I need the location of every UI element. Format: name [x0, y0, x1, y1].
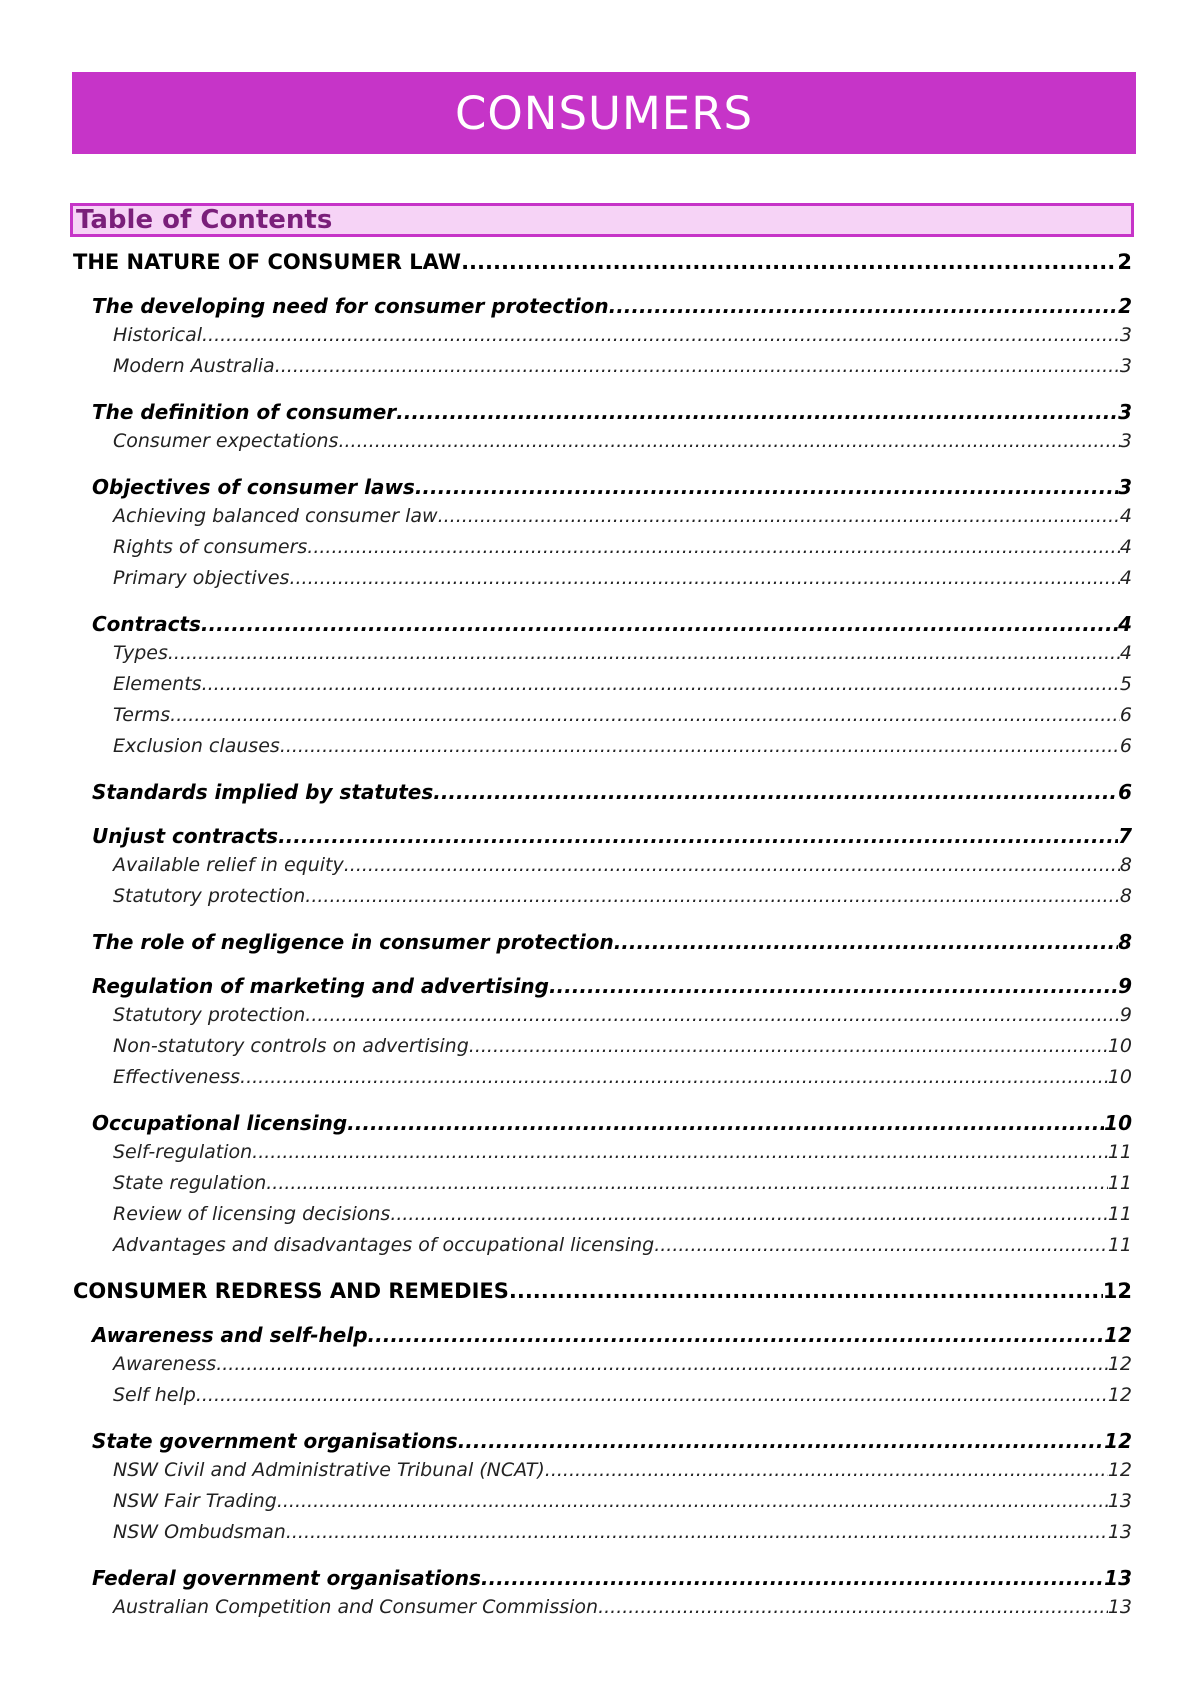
toc-entry-level-3[interactable]	[72, 1353, 1132, 1384]
toc-entry-label: Occupational licensing	[92, 1111, 348, 1135]
toc-dot-leader	[438, 505, 1120, 527]
toc-entry-label: Federal government organisations	[92, 1566, 481, 1590]
toc-entry-label: Awareness	[113, 1353, 217, 1375]
toc-page-number: 13	[1104, 1566, 1132, 1590]
toc-entry-level-2[interactable]	[72, 1111, 1132, 1141]
toc-entry-label: State government organisations	[92, 1429, 458, 1453]
toc-entry-level-3[interactable]	[72, 430, 1132, 461]
toc-dot-leader	[307, 536, 1120, 558]
toc-entry-label: Advantages and disadvantages of occupational licensing	[113, 1234, 655, 1256]
toc-dot-leader	[216, 1353, 1108, 1375]
toc-dot-leader	[278, 824, 1118, 848]
toc-dot-leader	[396, 400, 1118, 424]
toc-entry-label: Unjust contracts	[92, 824, 279, 848]
toc-page-number: 11	[1107, 1141, 1132, 1163]
title-banner	[72, 72, 1136, 154]
toc-entry-label: Types	[113, 642, 168, 664]
toc-entry-label: The developing need for consumer protection	[92, 294, 609, 318]
toc-dot-leader	[415, 475, 1118, 499]
toc-entry-level-3[interactable]	[72, 1035, 1132, 1066]
toc-entry-label: Rights of consumers	[113, 536, 308, 558]
toc-dot-leader	[202, 324, 1120, 346]
toc-page-number: 4	[1119, 536, 1132, 558]
toc-entry-label: Achieving balanced consumer law	[113, 505, 438, 527]
toc-page-number: 4	[1119, 567, 1132, 589]
toc-heading-box	[70, 203, 1134, 237]
toc-entry-level-3[interactable]	[72, 1172, 1132, 1203]
toc-entry-level-3[interactable]	[72, 885, 1132, 916]
toc-page-number: 12	[1102, 1279, 1132, 1303]
toc-page-number: 3	[1118, 475, 1132, 499]
toc-dot-leader	[201, 612, 1118, 636]
toc-dot-leader	[277, 1490, 1108, 1512]
toc-entry-label: Awareness and self-help	[92, 1323, 368, 1347]
toc-page-number: 6	[1118, 780, 1132, 804]
toc-page-number: 13	[1107, 1490, 1132, 1512]
toc-dot-leader	[266, 1172, 1108, 1194]
toc-entry-level-2[interactable]	[72, 1566, 1132, 1596]
toc-dot-leader	[280, 735, 1120, 757]
toc-entry-level-3[interactable]	[72, 1490, 1132, 1521]
toc-entry-label: Statutory protection	[113, 1004, 306, 1026]
toc-entry-level-2[interactable]	[72, 780, 1132, 810]
toc-dot-leader	[461, 250, 1117, 274]
toc-entry-level-2[interactable]	[72, 612, 1132, 642]
toc-entry-label: Consumer expectations	[113, 430, 339, 452]
toc-entry-level-3[interactable]	[72, 1203, 1132, 1234]
toc-entry-level-3[interactable]	[72, 673, 1132, 704]
toc-page-number: 10	[1107, 1066, 1132, 1088]
toc-entry-label: Self help	[113, 1384, 196, 1406]
toc-page-number: 3	[1119, 355, 1132, 377]
toc-dot-leader	[469, 1035, 1108, 1057]
toc-entry-level-2[interactable]	[72, 1323, 1132, 1353]
toc-dot-leader	[347, 1111, 1104, 1135]
toc-dot-leader	[305, 885, 1120, 907]
toc-dot-leader	[598, 1596, 1108, 1618]
toc-page-number: 12	[1107, 1353, 1132, 1375]
toc-page-number: 4	[1119, 642, 1132, 664]
toc-dot-leader	[289, 567, 1119, 589]
toc-entry-label: Non-statutory controls on advertising	[113, 1035, 469, 1057]
toc-page-number: 12	[1104, 1323, 1132, 1347]
toc-dot-leader	[614, 930, 1118, 954]
document-title: CONSUMERS	[454, 86, 754, 140]
toc-page-number: 3	[1119, 430, 1132, 452]
toc-dot-leader	[170, 704, 1120, 726]
toc-entry-level-3[interactable]	[72, 324, 1132, 355]
toc-entry-level-3[interactable]	[72, 1521, 1132, 1552]
toc-dot-leader	[202, 673, 1120, 695]
toc-dot-leader	[458, 1429, 1104, 1453]
toc-page-number: 11	[1107, 1172, 1132, 1194]
toc-entry-label: Exclusion clauses	[113, 735, 280, 757]
toc-entry-label: Statutory protection	[113, 885, 306, 907]
toc-dot-leader	[549, 974, 1118, 998]
toc-entry-level-2[interactable]	[72, 400, 1132, 430]
toc-entry-label: Review of licensing decisions	[113, 1203, 391, 1225]
toc-entry-label: THE NATURE OF CONSUMER LAW	[73, 250, 462, 274]
toc-entry-level-3[interactable]	[72, 1066, 1132, 1097]
toc-page-number: 7	[1118, 824, 1132, 848]
toc-dot-leader	[368, 1323, 1105, 1347]
toc-dot-leader	[240, 1066, 1108, 1088]
toc-entry-label: Historical	[113, 324, 202, 346]
toc-page-number: 3	[1118, 400, 1132, 424]
toc-dot-leader	[344, 854, 1120, 876]
toc-dot-leader	[275, 355, 1120, 377]
toc-page-number: 4	[1119, 505, 1132, 527]
toc-page-number: 11	[1107, 1234, 1132, 1256]
toc-page-number: 10	[1104, 1111, 1132, 1135]
toc-page-number: 6	[1119, 735, 1132, 757]
toc-entry-level-3[interactable]	[72, 704, 1132, 735]
toc-entry-level-3[interactable]	[72, 735, 1132, 766]
toc-dot-leader	[196, 1384, 1108, 1406]
toc-entry-label: Available relief in equity	[113, 854, 344, 876]
toc-dot-leader	[338, 430, 1119, 452]
toc-page-number: 13	[1107, 1596, 1132, 1618]
toc-page-number: 6	[1119, 704, 1132, 726]
toc-entry-level-3[interactable]	[72, 505, 1132, 536]
toc-entry-label: Effectiveness	[113, 1066, 241, 1088]
toc-entry-label: Self-regulation	[113, 1141, 253, 1163]
toc-page-number: 4	[1118, 612, 1132, 636]
toc-heading: Table of Contents	[76, 205, 333, 235]
toc-entry-level-2[interactable]	[72, 974, 1132, 1004]
toc-entry-label: Standards implied by statutes	[92, 780, 434, 804]
toc-entry-label: NSW Ombudsman	[113, 1521, 286, 1543]
toc-entry-level-3[interactable]	[72, 1384, 1132, 1415]
toc-entry-label: NSW Civil and Administrative Tribunal (NCAT)	[113, 1459, 545, 1481]
table-of-contents	[72, 250, 1132, 1627]
toc-dot-leader	[286, 1521, 1108, 1543]
toc-entry-level-2[interactable]	[72, 824, 1132, 854]
toc-dot-leader	[609, 294, 1118, 318]
toc-entry-label: NSW Fair Trading	[113, 1490, 277, 1512]
toc-entry-level-3[interactable]	[72, 1459, 1132, 1490]
toc-page-number: 9	[1119, 1004, 1132, 1026]
toc-entry-label: CONSUMER REDRESS AND REMEDIES	[73, 1279, 509, 1303]
toc-entry-level-3[interactable]	[72, 1234, 1132, 1265]
toc-entry-level-2[interactable]	[72, 930, 1132, 960]
toc-entry-level-3[interactable]	[72, 355, 1132, 386]
toc-dot-leader	[305, 1004, 1120, 1026]
toc-page-number: 9	[1118, 974, 1132, 998]
toc-page-number: 12	[1104, 1429, 1132, 1453]
toc-entry-label: Australian Competition and Consumer Commission	[113, 1596, 599, 1618]
toc-dot-leader	[509, 1279, 1103, 1303]
toc-page-number: 11	[1107, 1203, 1132, 1225]
toc-page-number: 13	[1107, 1521, 1132, 1543]
toc-entry-level-3[interactable]	[72, 1004, 1132, 1035]
toc-entry-label: State regulation	[113, 1172, 267, 1194]
toc-entry-level-3[interactable]	[72, 567, 1132, 598]
toc-page-number: 8	[1118, 930, 1132, 954]
toc-entry-label: Regulation of marketing and advertising	[92, 974, 549, 998]
toc-page-number: 10	[1107, 1035, 1132, 1057]
toc-entry-level-1[interactable]	[72, 250, 1132, 280]
toc-dot-leader	[654, 1234, 1108, 1256]
toc-page-number: 5	[1119, 673, 1132, 695]
toc-entry-label: The definition of consumer	[92, 400, 397, 424]
toc-entry-label: Terms	[113, 704, 171, 726]
toc-page-number: 12	[1107, 1459, 1132, 1481]
toc-entry-label: Modern Australia	[113, 355, 275, 377]
toc-entry-label: The role of negligence in consumer protection	[92, 930, 614, 954]
toc-entry-level-2[interactable]	[72, 475, 1132, 505]
toc-entry-level-2[interactable]	[72, 1429, 1132, 1459]
toc-page-number: 2	[1118, 294, 1132, 318]
toc-entry-level-1[interactable]	[72, 1279, 1132, 1309]
toc-entry-level-2[interactable]	[72, 294, 1132, 324]
toc-entry-level-3[interactable]	[72, 854, 1132, 885]
toc-dot-leader	[168, 642, 1120, 664]
toc-dot-leader	[252, 1141, 1108, 1163]
toc-entry-label: Objectives of consumer laws	[92, 475, 415, 499]
toc-entry-level-3[interactable]	[72, 1141, 1132, 1172]
toc-entry-level-3[interactable]	[72, 536, 1132, 567]
toc-entry-label: Elements	[113, 673, 202, 695]
toc-page-number: 12	[1107, 1384, 1132, 1406]
toc-dot-leader	[545, 1459, 1108, 1481]
toc-dot-leader	[390, 1203, 1108, 1225]
toc-entry-level-3[interactable]	[72, 1596, 1132, 1627]
toc-page-number: 2	[1117, 250, 1132, 274]
toc-entry-label: Primary objectives	[113, 567, 290, 589]
toc-page-number: 8	[1119, 854, 1132, 876]
toc-entry-level-3[interactable]	[72, 642, 1132, 673]
toc-dot-leader	[433, 780, 1118, 804]
toc-page-number: 8	[1119, 885, 1132, 907]
toc-entry-label: Contracts	[92, 612, 201, 636]
toc-page-number: 3	[1119, 324, 1132, 346]
toc-dot-leader	[481, 1566, 1104, 1590]
